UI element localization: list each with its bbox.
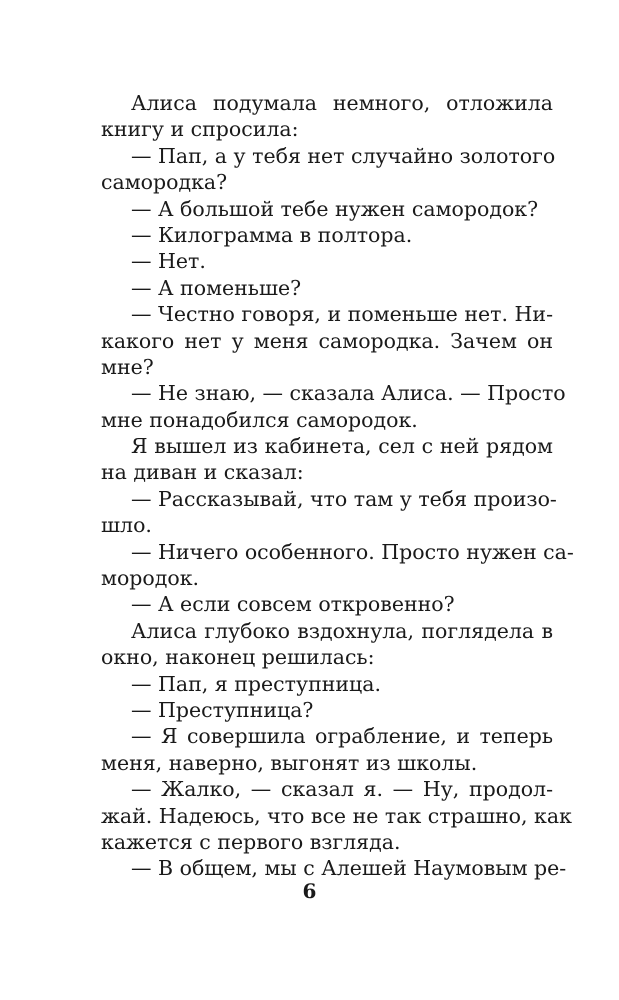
text-line: жай. Надеюсь, что все не так страшно, как	[101, 803, 572, 828]
text-line: Я вышел из кабинета, сел с ней рядом	[131, 434, 553, 459]
text-line: — А если совсем откровенно?	[131, 592, 455, 617]
text-line: мне понадобился самородок.	[101, 407, 418, 432]
text-line: на диван и сказал:	[101, 460, 304, 485]
text-line: меня, наверно, выгонят из школы.	[101, 750, 478, 775]
text-line: мне?	[101, 354, 154, 379]
text-line: — В общем, мы с Алешей Наумовым ре-	[131, 856, 567, 881]
text-line: самородка?	[101, 170, 228, 195]
text-line: — Преступница?	[131, 697, 314, 722]
text-line: кажется с первого взгляда.	[101, 829, 401, 854]
text-line: — Пап, я преступница.	[131, 671, 381, 696]
text-line: — Нет.	[131, 249, 206, 274]
text-line: — А поменьше?	[131, 275, 302, 300]
text-line: — Ничего особенного. Просто нужен са-	[131, 539, 574, 564]
text-line: — Килограмма в полтора.	[131, 222, 413, 247]
text-line: мородок.	[101, 566, 200, 591]
body-text	[101, 90, 574, 882]
text-line: — А большой тебе нужен самородок?	[131, 196, 539, 221]
text-line: — Пап, а у тебя нет случайно золотого	[131, 143, 556, 168]
text-line: шло.	[101, 513, 152, 538]
text-line: какого нет у меня самородка. Зачем он	[101, 328, 553, 353]
page-number: 6	[302, 879, 317, 903]
text-line: окно, наконец решилась:	[101, 645, 375, 670]
text-line: Алиса глубоко вздохнула, поглядела в	[131, 618, 553, 643]
text-line: — Рассказывай, что там у тебя произо-	[131, 486, 557, 511]
text-line: Алиса подумала немного, отложила	[131, 91, 553, 115]
text-line: — Жалко, — сказал я. — Ну, продол-	[131, 777, 553, 802]
text-line: — Не знаю, — сказала Алиса. — Просто	[131, 381, 566, 406]
text-line: — Я совершила ограбление, и теперь	[131, 724, 553, 749]
text-line: — Честно говоря, и поменьше нет. Ни-	[131, 302, 553, 327]
text-line: книгу и спросила:	[101, 117, 299, 142]
